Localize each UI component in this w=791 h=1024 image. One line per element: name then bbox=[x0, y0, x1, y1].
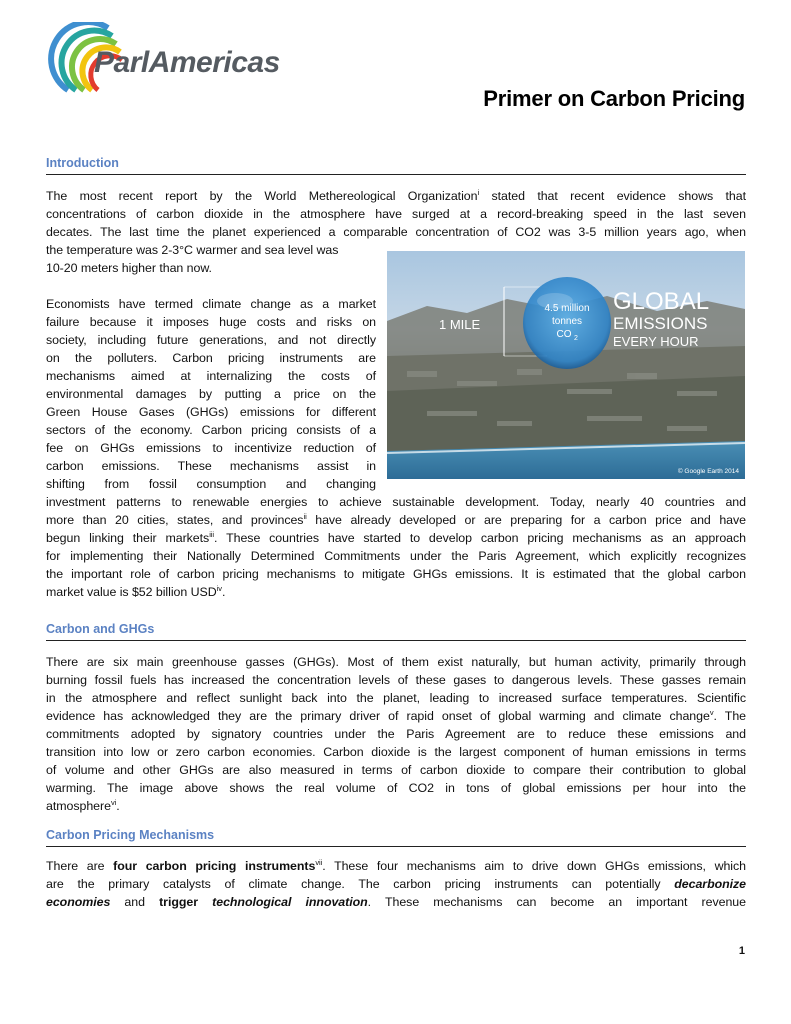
section-heading-carbon-ghgs bbox=[46, 620, 746, 641]
text-line: 10-20 meters higher than now. bbox=[46, 261, 212, 275]
parlamericas-logo bbox=[38, 22, 318, 97]
text-line: of volume and other GHGs are also measured in terms of carbon dioxide to compare their contribution to global bbox=[46, 763, 746, 777]
mile-label: 1 MILE bbox=[439, 317, 481, 332]
text-line: mechanisms aimed at internalizing the costs of bbox=[46, 369, 376, 383]
text-line: evidence has acknowledged they are the primary driver of rapid onset of global warming and climate change$^v$. The bbox=[46, 708, 747, 723]
text-line: carbon emissions. These mechanisms assist in bbox=[46, 459, 376, 473]
text-line: market value is $52 billion USD$^{iv}$. bbox=[46, 584, 226, 599]
intro-paragraph-2 bbox=[46, 295, 376, 493]
text-line: the temperature was 2-3°C warmer and sea level was bbox=[46, 243, 339, 257]
image-credit: © Google Earth 2014 bbox=[677, 468, 739, 475]
bubble-line-2: tonnes bbox=[551, 316, 583, 327]
text-line: There are four carbon pricing instruments$^{vii}$. These four mechanisms aim to drive down GHGs emissions, which bbox=[46, 858, 746, 873]
page-number: 1 bbox=[738, 945, 745, 957]
text-line: investment patterns to renewable energies to achieve sustainable development. Today, nearly 40 countries and bbox=[46, 495, 746, 509]
ghgs-paragraph bbox=[46, 653, 746, 815]
text-line: warming. The image above shows the real volume of CO2 in tons of global emissions per hour into the bbox=[46, 781, 746, 795]
text-line: the important role of carbon pricing mechanisms to mitigate GHGs emissions. It is estimated that the global carbon bbox=[46, 567, 746, 581]
text-line: on the polluters. Carbon pricing instruments are bbox=[46, 351, 376, 365]
text-line: economies and trigger technological innovation. These mechanisms can become an important revenue bbox=[46, 895, 746, 909]
big-text-line-1: GLOBAL bbox=[613, 288, 710, 315]
big-text-line-2: EMISSIONS bbox=[613, 314, 708, 333]
text-line: sectors of the economy. Carbon pricing consists of a bbox=[46, 423, 376, 437]
text-line: for implementing their Nationally Determined Commitments under the Paris Agreement, which explicitly recognizes bbox=[46, 549, 746, 563]
global-emissions-image bbox=[387, 251, 745, 479]
text-line: are the primary catalysts of climate change. The carbon pricing instruments can potentially decarbonize bbox=[46, 877, 746, 891]
text-line: There are six main greenhouse gasses (GHGs). Most of them exist naturally, but human activity, primarily through bbox=[46, 655, 746, 669]
text-line: transition into low or zero carbon economies. Carbon dioxide is the largest component of human emissions in terms bbox=[46, 745, 746, 759]
text-line: environmental damages by putting a price on the bbox=[46, 387, 376, 401]
text-line: Green House Gases (GHGs) emissions for different bbox=[46, 405, 376, 419]
text-line: begun linking their markets$^{iii}$. These countries have started to develop carbon pricing mechanisms as an approach bbox=[46, 530, 746, 545]
text-line: shifting from fossil consumption and changing bbox=[46, 477, 376, 491]
big-text-line-3: EVERY HOUR bbox=[613, 334, 699, 349]
section-heading-introduction bbox=[46, 154, 746, 175]
text-line: commitments adopted by signatory countries under the Paris Agreement are to reduce these emissions and bbox=[46, 727, 746, 741]
section-heading-mechanisms bbox=[46, 826, 746, 847]
text-line: burning fossil fuels has increased the concentration levels of these gases to dangerous levels. These gasses remain bbox=[46, 673, 746, 687]
heading-text: Carbon Pricing Mechanisms bbox=[46, 828, 215, 842]
text-line: more than 20 cities, states, and provinces$^{ii}$ have already developed or are preparing for a carbon price and have bbox=[46, 512, 746, 527]
text-line: society, including future generations, and not directly bbox=[46, 333, 376, 347]
text-line: atmosphere$^{vi}$. bbox=[46, 798, 120, 813]
heading-text: Introduction bbox=[46, 156, 119, 170]
text-line: decates. The last time the planet experienced a comparable concentration of CO2 was 3-5 million years ago, when bbox=[46, 225, 746, 239]
bubble-subscript: 2 bbox=[574, 335, 578, 342]
document-title: Primer on Carbon Pricing bbox=[483, 86, 745, 111]
bubble-line-1: 4.5 million bbox=[544, 303, 590, 314]
heading-text: Carbon and GHGs bbox=[46, 622, 155, 636]
text-line: failure because it imposes huge costs and risks on bbox=[46, 315, 376, 329]
bubble-line-3: CO bbox=[556, 329, 572, 340]
text-line: in the atmosphere and reflect sunlight back into the planet, leading to increased surface temperatures. Scientific bbox=[46, 691, 746, 705]
intro-paragraph-2-continued bbox=[46, 493, 746, 601]
text-line: Economists have termed climate change as a market bbox=[46, 297, 376, 311]
text-line: fee on GHGs emissions to incentivize reduction of bbox=[46, 441, 376, 455]
text-line: concentrations of carbon dioxide in the atmosphere have surged at a record-breaking speed in the last seven bbox=[46, 207, 746, 221]
logo-text: ParlAmericas bbox=[94, 46, 280, 79]
mechanisms-paragraph bbox=[46, 857, 746, 911]
text-line: The most recent report by the World Methereological Organization$^i$ stated that recent evidence shows that bbox=[46, 188, 746, 203]
